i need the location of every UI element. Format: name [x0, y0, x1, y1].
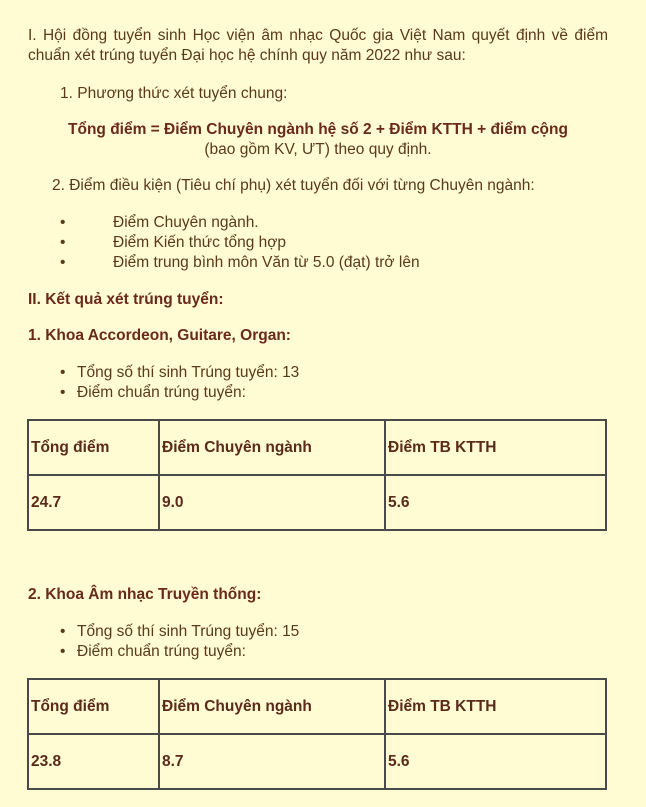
- table-header-row: [28, 420, 606, 475]
- header-cell: Tổng điểm: [28, 679, 159, 734]
- formula-line: [28, 120, 608, 140]
- bullet-icon: •: [60, 254, 66, 271]
- header-cell: Tổng điểm: [28, 420, 159, 475]
- bullet-icon: •: [60, 623, 66, 640]
- faculty-title: 1. Khoa Accordeon, Guitare, Organ:: [28, 327, 291, 344]
- results-table: [27, 419, 607, 531]
- value-cell: 5.6: [385, 734, 606, 789]
- formula-rest: (bao gồm KV, ƯT) theo quy định.: [204, 141, 432, 158]
- header-cell: Điểm Chuyên ngành: [159, 420, 385, 475]
- bullet-icon: •: [60, 364, 66, 381]
- value-cell: 5.6: [385, 475, 606, 530]
- table-header-row: [28, 679, 606, 734]
- header-cell: Điểm TB KTTH: [385, 420, 606, 475]
- value-cell: 8.7: [159, 734, 385, 789]
- header-cell: Điểm Chuyên ngành: [159, 679, 385, 734]
- bullet-icon: •: [60, 214, 66, 231]
- method-item-1: 1. Phương thức xét tuyển chung:: [60, 85, 288, 102]
- faculty-title: 2. Khoa Âm nhạc Truyền thống:: [28, 586, 262, 603]
- header-cell: Điểm TB KTTH: [385, 679, 606, 734]
- bullet-icon: •: [60, 234, 66, 251]
- results-heading: II. Kết quả xét trúng tuyển:: [28, 291, 224, 308]
- value-cell: 24.7: [28, 475, 159, 530]
- table-row: [28, 475, 606, 530]
- value-cell: 23.8: [28, 734, 159, 789]
- value-cell: 9.0: [159, 475, 385, 530]
- method-item-2: 2. Điểm điều kiện (Tiêu chí phụ) xét tuyển đối với từng Chuyên ngành:: [52, 177, 535, 194]
- bullet-icon: •: [60, 643, 66, 660]
- results-table: [27, 678, 607, 790]
- intro-paragraph: I. Hội đồng tuyển sinh Học viện âm nhạc Quốc gia Việt Nam quyết định về điểm chuẩn xét trúng tuyển Đại học hệ chính quy năm 2022 như sau:: [28, 27, 608, 64]
- bullet-icon: •: [60, 384, 66, 401]
- formula-bold: Tổng điểm = Điểm Chuyên ngành hệ số 2 + Điểm KTTH + điểm cộng: [68, 121, 568, 138]
- table-row: [28, 734, 606, 789]
